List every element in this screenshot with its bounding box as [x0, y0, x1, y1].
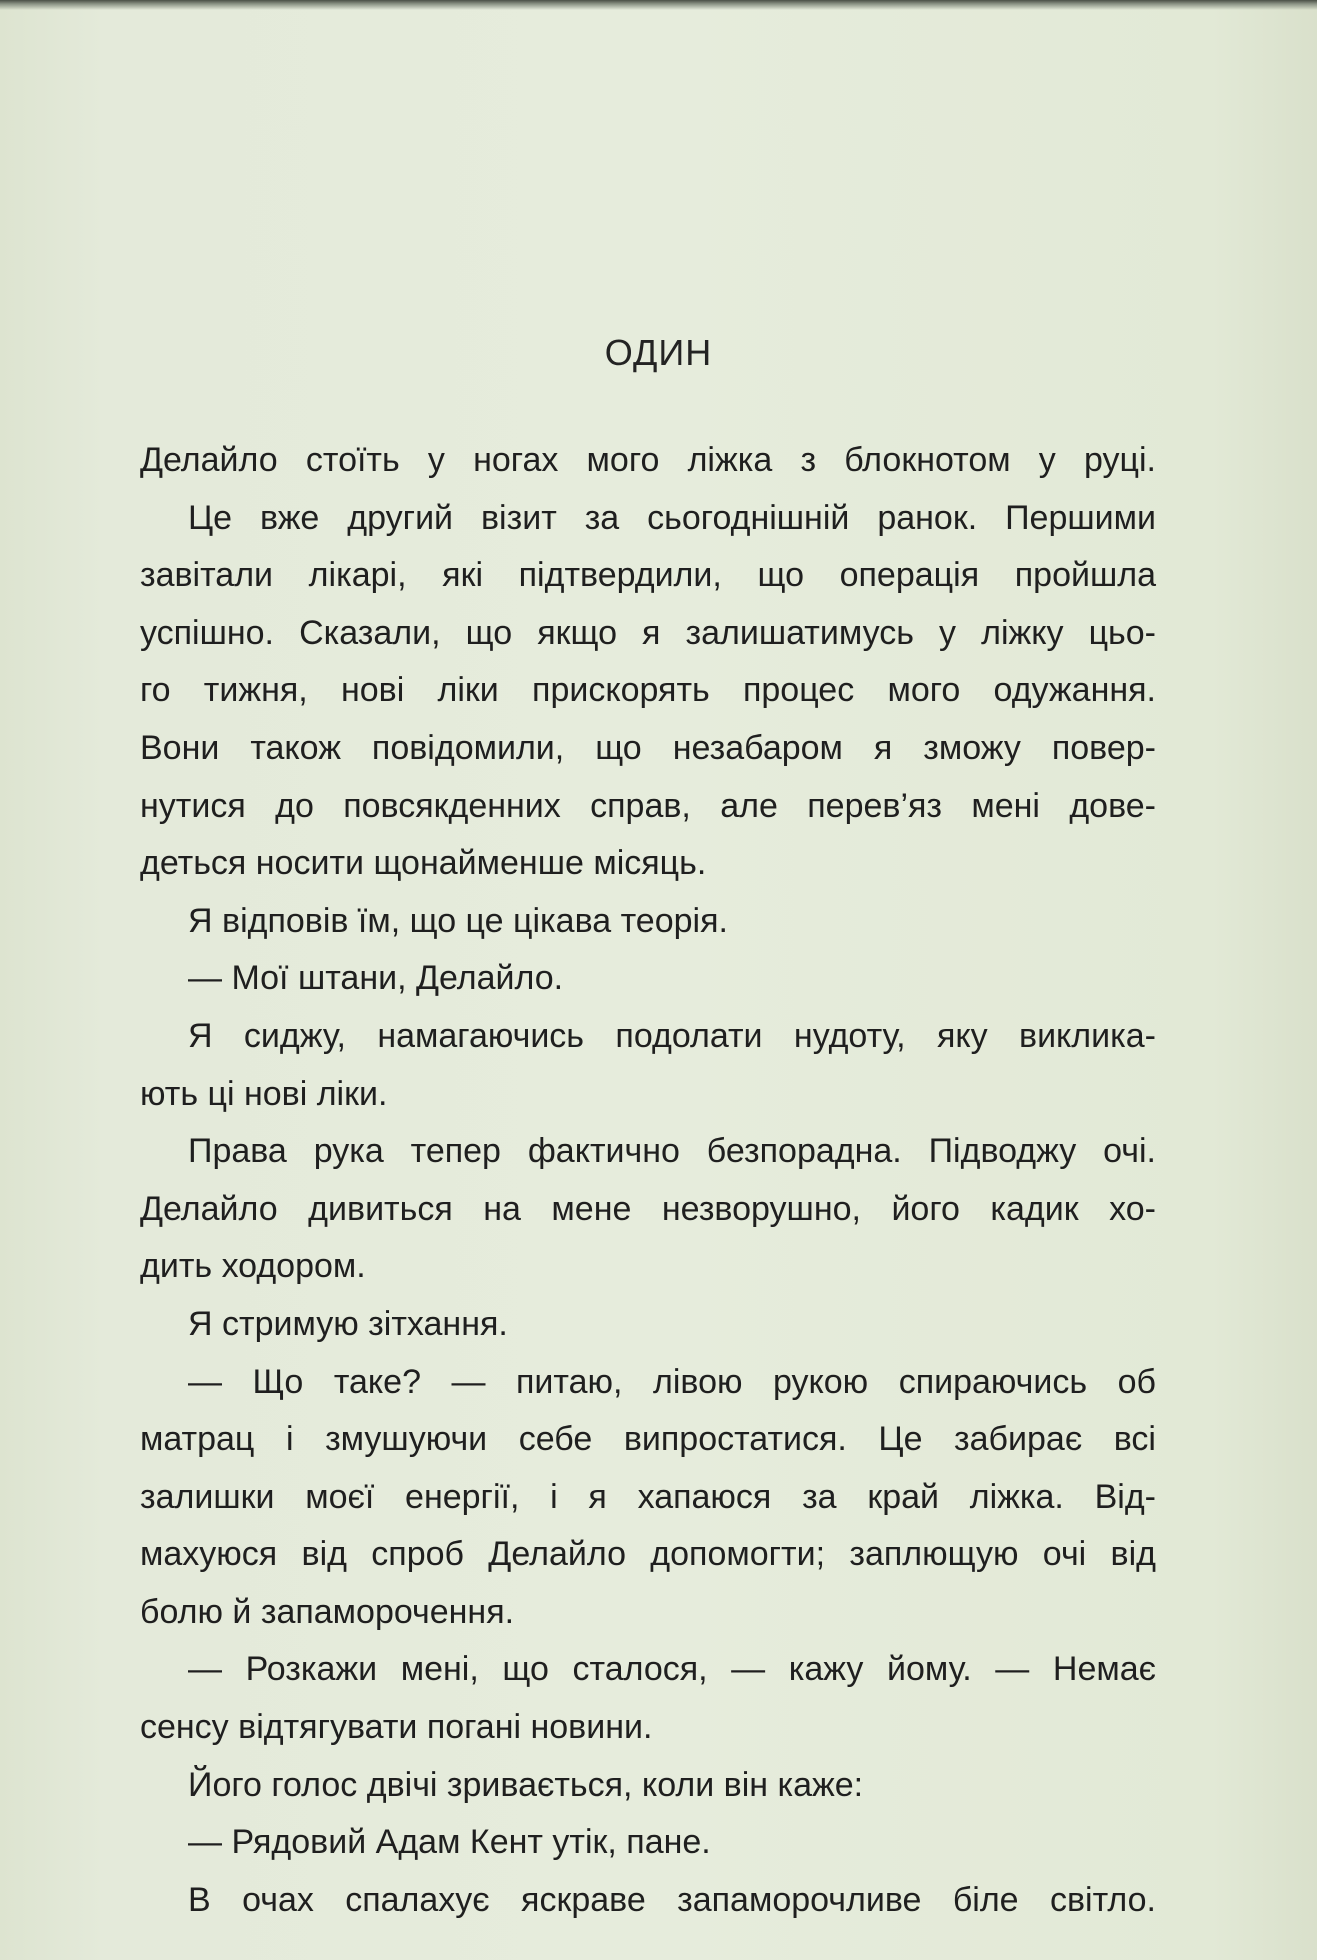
text-line: успішно. Сказали, що якщо я залишатимусь у ліжку цьо- — [140, 613, 1156, 652]
chapter-title: ОДИН — [604, 332, 713, 373]
text-line: Я сиджу, намагаючись подолати нудоту, яку виклика- — [188, 1016, 1156, 1055]
text-line: деться носити щонайменше місяць. — [140, 844, 707, 883]
text-line: нутися до повсякденних справ, але перев’яз мені дове- — [140, 786, 1156, 825]
text-line: Я стримую зітхання. — [188, 1304, 508, 1343]
text-line: Я відповів їм, що це цікава теорія. — [188, 901, 728, 940]
text-line: завітали лікарі, які підтвердили, що операція пройшла — [140, 556, 1156, 595]
text-line: — Розкажи мені, що сталося, — кажу йому. — Немає — [188, 1650, 1156, 1689]
text-line: матрац і змушуючи себе випростатися. Це забирає всі — [140, 1420, 1156, 1459]
text-line: — Що таке? — питаю, лівою рукою спираючись об — [188, 1362, 1156, 1401]
text-line: сенсу відтягувати погані новини. — [140, 1708, 653, 1747]
text-line: — Мої штани, Делайло. — [188, 959, 564, 998]
body-text — [140, 432, 1156, 1929]
text-line: Це вже другий візит за сьогоднішній ранок. Першими — [188, 498, 1156, 537]
text-line: дить ходором. — [140, 1247, 366, 1286]
text-line: Вони також повідомили, що незабаром я зможу повер- — [140, 728, 1156, 767]
text-line: — Рядовий Адам Кент утік, пане. — [188, 1823, 711, 1862]
text-line: махуюся від спроб Делайло допомогти; заплющую очі від — [140, 1535, 1156, 1574]
text-line: Його голос двічі зривається, коли він каже: — [188, 1765, 864, 1804]
text-line: го тижня, нові ліки прискорять процес мого одужання. — [140, 671, 1156, 710]
page-top-edge-shadow — [0, 0, 1317, 10]
text-line: Делайло стоїть у ногах мого ліжка з блокнотом у руці. — [140, 441, 1156, 479]
text-line: Права рука тепер фактично безпорадна. Підводжу очі. — [188, 1132, 1156, 1171]
text-line: болю й запаморочення. — [140, 1592, 515, 1631]
text-line: Делайло дивиться на мене незворушно, його кадик хо- — [140, 1189, 1156, 1228]
text-line: залишки моєї енергії, і я хапаюся за край ліжка. Від- — [140, 1477, 1156, 1516]
text-line: В очах спалахує яскраве запаморочливе біле світло. — [188, 1880, 1156, 1919]
text-line: ють ці нові ліки. — [140, 1074, 388, 1113]
